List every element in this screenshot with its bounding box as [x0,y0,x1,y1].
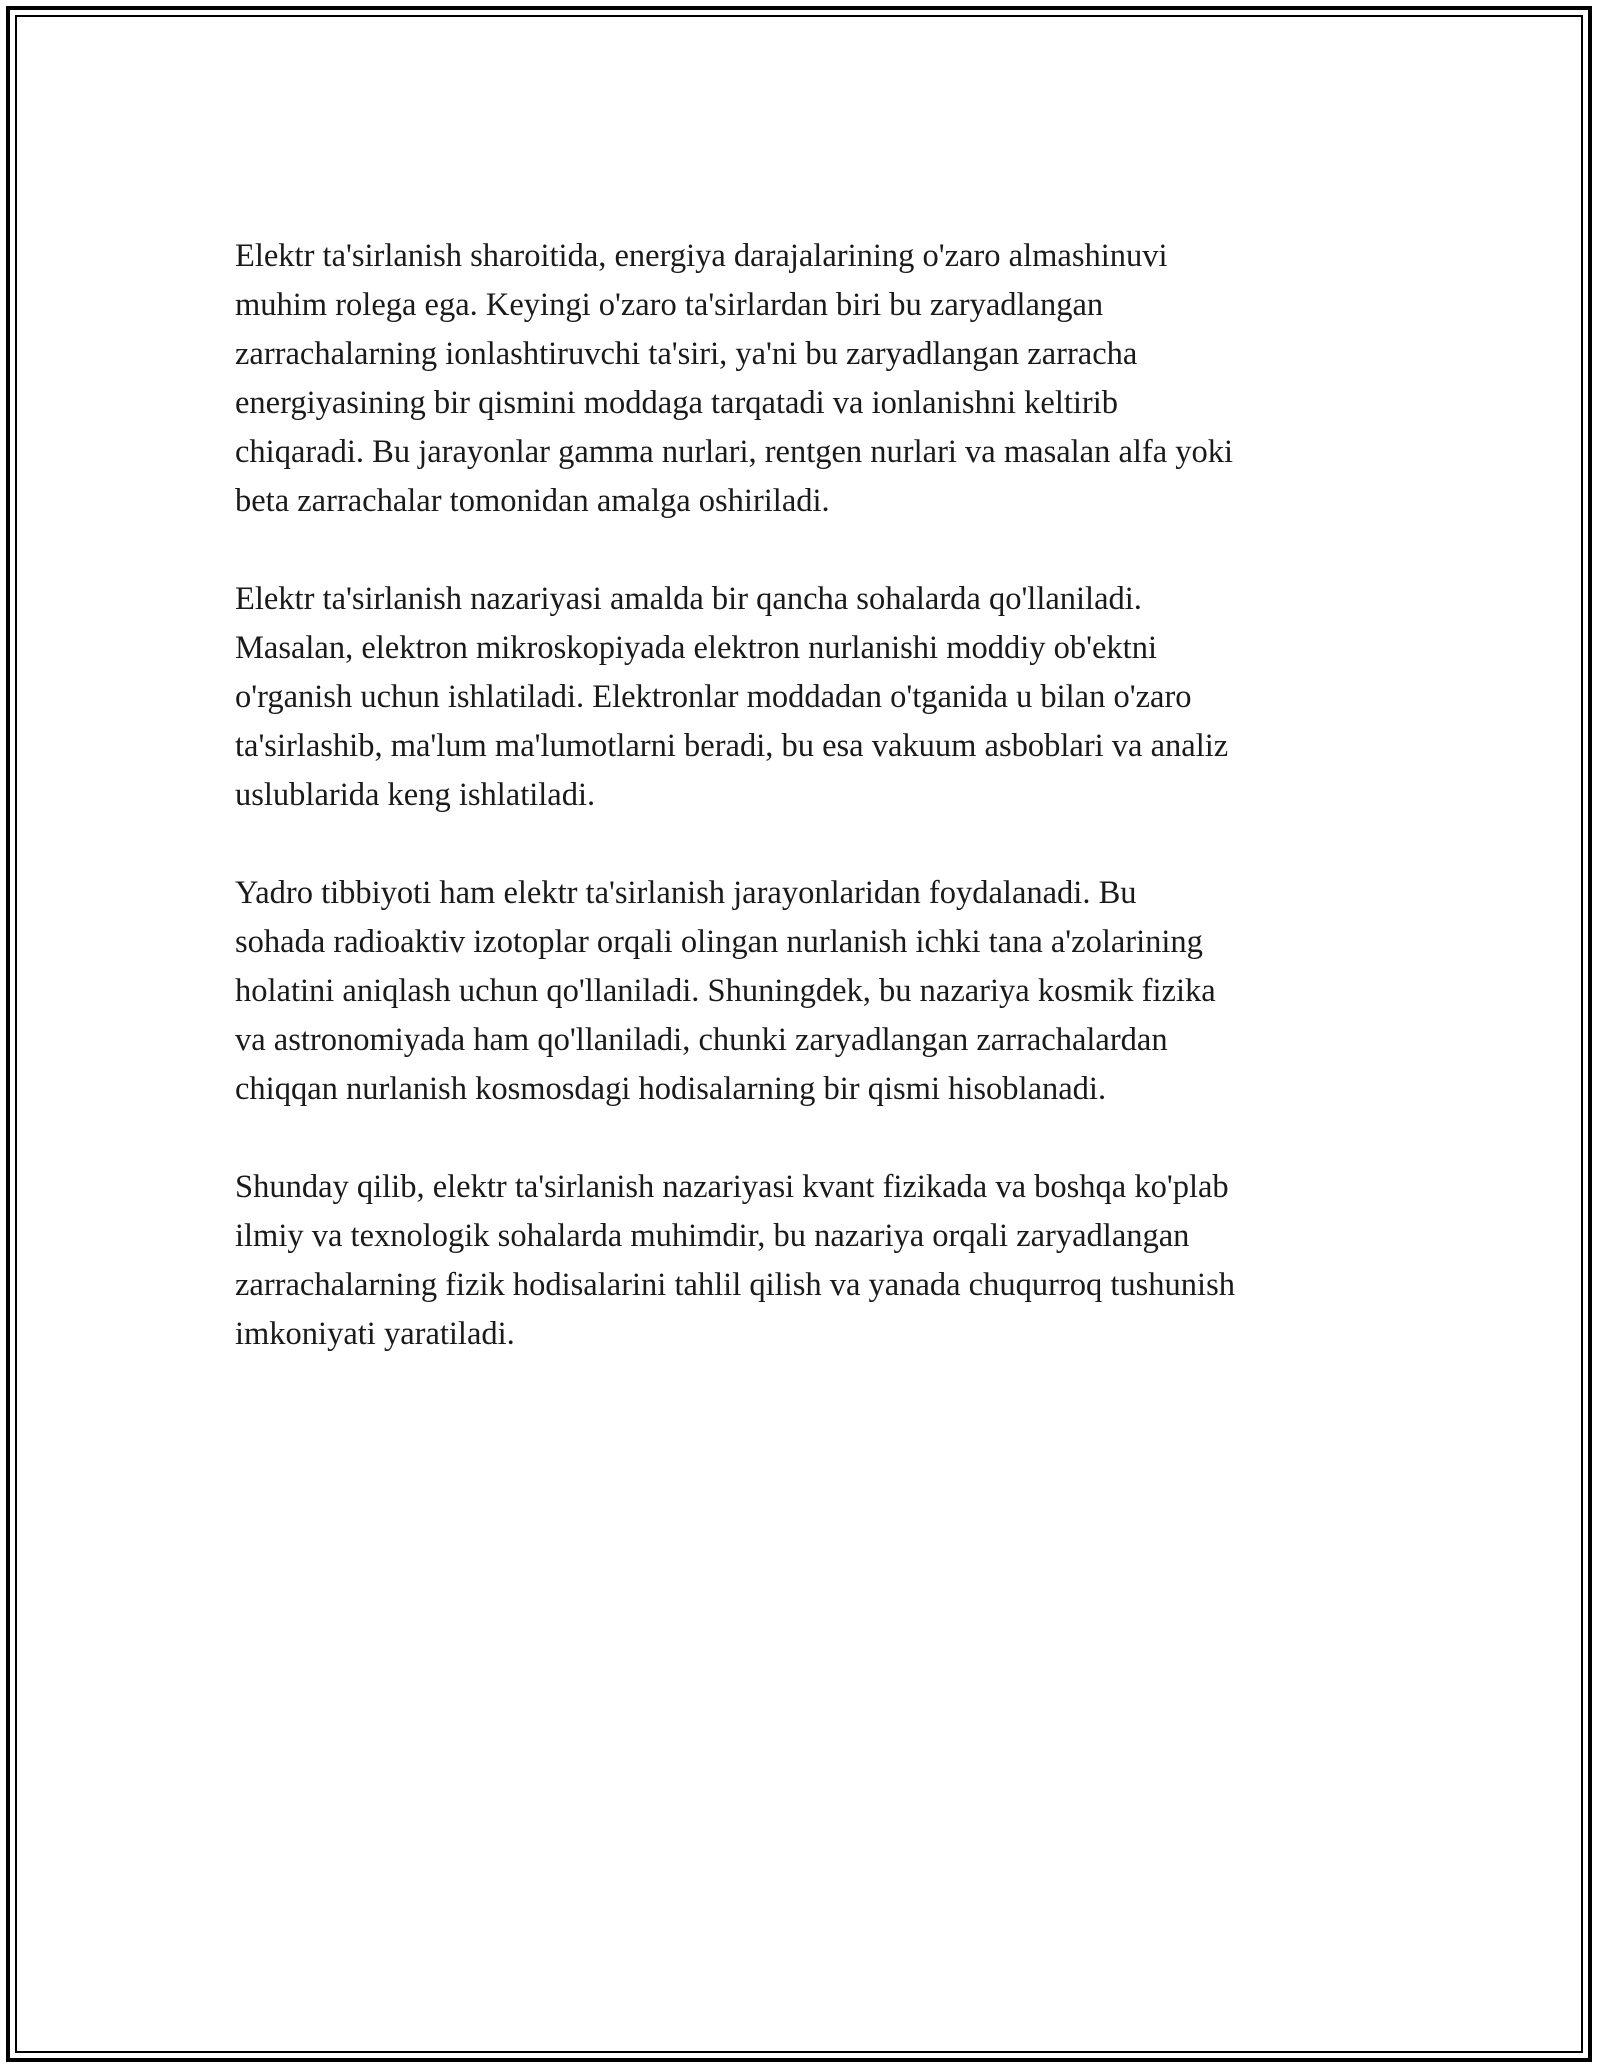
text-line: sohada radioaktiv izotoplar orqali olingan nurlanish ichki tana a'zolarining [235,924,1203,960]
paragraph-3 [235,869,1375,1114]
text-line: beta zarrachalar tomonidan amalga oshiriladi. [235,483,830,519]
paragraph-1 [235,232,1375,526]
text-line: holatini aniqlash uchun qo'llaniladi. Shuningdek, bu nazariya kosmik fizika [235,973,1216,1009]
text-line: ilmiy va texnologik sohalarda muhimdir, bu nazariya orqali zaryadlangan [235,1218,1190,1254]
text-line: Elektr ta'sirlanish nazariyasi amalda bir qancha sohalarda qo'llaniladi. [235,581,1142,617]
text-line: chiqqan nurlanish kosmosdagi hodisalarning bir qismi hisoblanadi. [235,1071,1107,1107]
text-line: zarrachalarning ionlashtiruvchi ta'siri, ya'ni bu zaryadlangan zarracha [235,336,1138,372]
text-line: o'rganish uchun ishlatiladi. Elektronlar moddadan o'tganida u bilan o'zaro [235,679,1192,715]
text-line: uslublarida keng ishlatiladi. [235,777,596,813]
document-body [235,232,1375,1408]
text-line: Shunday qilib, elektr ta'sirlanish nazariyasi kvant fizikada va boshqa ko'plab [235,1169,1229,1205]
text-line: Yadro tibbiyoti ham elektr ta'sirlanish jarayonlaridan foydalanadi. Bu [235,875,1137,911]
text-line: va astronomiyada ham qo'llaniladi, chunki zaryadlangan zarrachalardan [235,1022,1168,1058]
text-line: imkoniyati yaratiladi. [235,1316,515,1352]
text-line: Masalan, elektron mikroskopiyada elektron nurlanishi moddiy ob'ektni [235,630,1157,666]
paragraph-2 [235,575,1375,820]
text-line: muhim rolega ega. Keyingi o'zaro ta'sirlardan biri bu zaryadlangan [235,287,1104,323]
text-line: zarrachalarning fizik hodisalarini tahlil qilish va yanada chuqurroq tushunish [235,1267,1235,1303]
text-line: ta'sirlashib, ma'lum ma'lumotlarni beradi, bu esa vakuum asboblari va analiz [235,728,1229,764]
text-line: chiqaradi. Bu jarayonlar gamma nurlari, rentgen nurlari va masalan alfa yoki [235,434,1234,470]
text-line: Elektr ta'sirlanish sharoitida, energiya darajalarining o'zaro almashinuvi [235,238,1168,274]
text-line: energiyasining bir qismini moddaga tarqatadi va ionlanishni keltirib [235,385,1119,421]
paragraph-4 [235,1163,1375,1359]
